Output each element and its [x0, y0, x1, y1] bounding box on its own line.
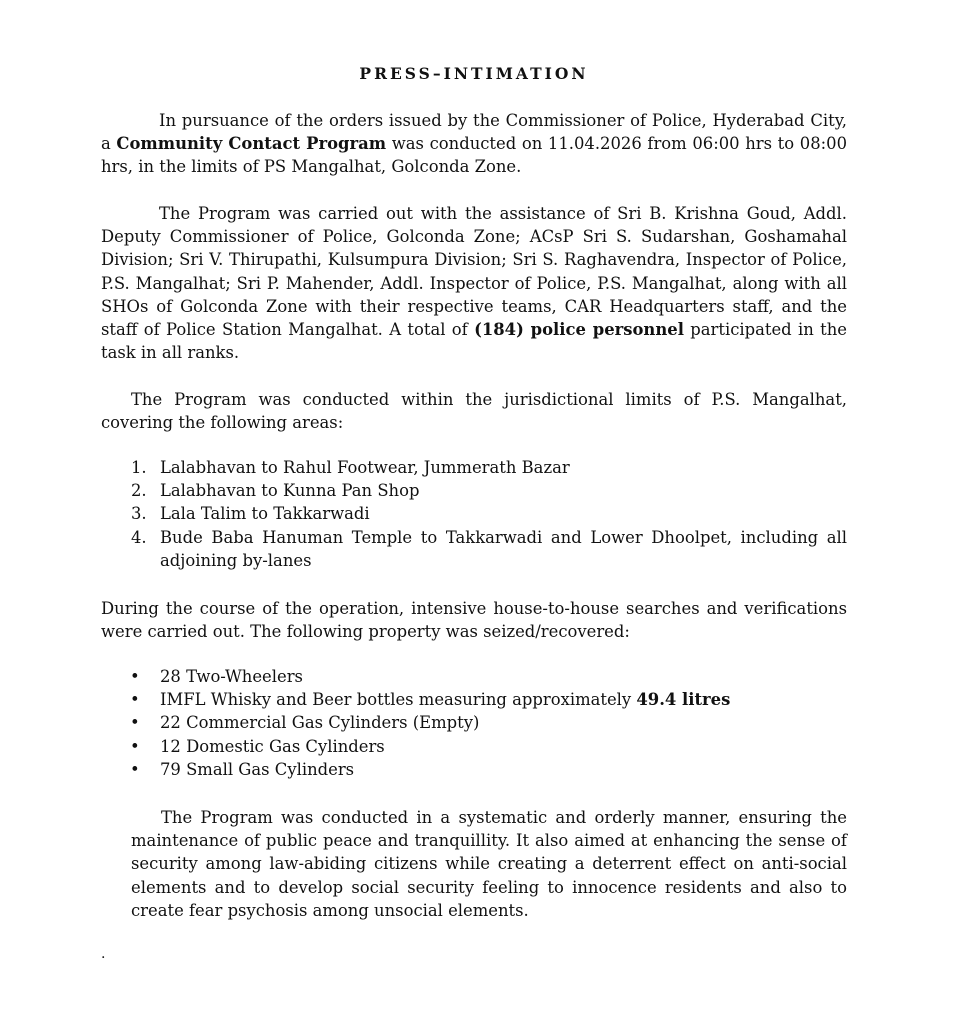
list-item: [101, 456, 847, 479]
list-item-text: 28 Two-Wheelers: [160, 667, 303, 686]
trailing-mark: .: [101, 946, 106, 962]
seized-list: [101, 665, 847, 781]
list-item: [101, 502, 847, 525]
bullet-marker: •: [130, 759, 140, 779]
assistance-text-a: The Program was carried out with the assistance of Sri B. Krishna Goud, Addl. Deputy Commissioner of Police, Golconda Zone; ACsP Sri S. Sudarshan, Goshamahal Division; Sri V. Thirupathi, Kulsumpura Division; Sri S. Raghavendra, Inspector of Police, P.S. Mangalhat; Sri P. Mahender, Addl. Inspector of Police, P.S. Mangalhat, along with all SHOs of Golconda Zone with their respective teams, CAR Headquarters staff, and the staff of Police Station Mangalhat. A total of: [101, 204, 847, 340]
assistance-text-b: participated in the task in all ranks.: [101, 320, 847, 363]
list-item: [101, 735, 847, 758]
intro-text-b: was conducted on 11.04.2026 from 06:00 hrs to 08:00 hrs, in the limits of PS Mangalhat, Golconda Zone.: [101, 134, 848, 177]
bullet-marker: •: [130, 690, 140, 710]
list-item: [101, 758, 847, 781]
list-number: 1.: [131, 458, 147, 477]
jurisdiction-text: The Program was conducted within the jurisdictional limits of P.S. Mangalhat, covering the following areas:: [101, 390, 847, 433]
list-item: [101, 526, 847, 572]
personnel-count: (184) police personnel: [474, 320, 684, 340]
list-number: 3.: [131, 504, 147, 524]
list-item-text: Lalabhavan to Rahul Footwear, Jummerath Bazar: [160, 458, 570, 477]
list-item-text: 22 Commercial Gas Cylinders (Empty): [160, 713, 480, 733]
list-item-text: IMFL Whisky and Beer bottles measuring approximately: [160, 690, 637, 710]
list-item: [101, 711, 847, 734]
list-item: [101, 479, 847, 502]
paragraph-jurisdiction: [101, 388, 847, 434]
list-item-text: Bude Baba Hanuman Temple to Takkarwadi and Lower Dhoolpet, including all adjoining by-lanes: [160, 527, 847, 570]
program-name: Community Contact Program: [116, 134, 387, 154]
areas-list: [101, 456, 847, 572]
liquor-quantity: 49.4 litres: [636, 690, 731, 710]
intro-text-a: In pursuance of the orders issued by the Commissioner of Police, Hyderabad City, a: [101, 111, 847, 154]
list-item-text: 12 Domestic Gas Cylinders: [160, 736, 385, 756]
conclusion-text: The Program was conducted in a systematic and orderly manner, ensuring the maintenance of public peace and tranquillity. It also aimed at enhancing the sense of security among law-abiding citizens while creating a deterrent effect on anti-social elements and to develop social security feeling to innocence residents and also to create fear psychosis among unsocial elements.: [131, 808, 847, 920]
paragraph-operation: During the course of the operation, intensive house-to-house searches and verifications were carried out. The following property was seized/recovered:: [101, 599, 847, 642]
list-item: [101, 688, 847, 711]
list-number: 4.: [131, 527, 147, 547]
bullet-marker: •: [130, 713, 140, 733]
list-item: [101, 665, 847, 688]
list-number: 2.: [131, 481, 147, 501]
bullet-marker: •: [130, 736, 140, 756]
list-item-text: 79 Small Gas Cylinders: [160, 759, 355, 779]
paragraph-intro: [101, 109, 847, 179]
bullet-marker: •: [130, 667, 140, 686]
list-item-text: Lala Talim to Takkarwadi: [160, 504, 370, 524]
document-title: PRESS–INTIMATION: [359, 64, 589, 83]
paragraph-conclusion: [131, 806, 847, 922]
paragraph-assistance: [101, 202, 847, 364]
list-item-text: Lalabhavan to Kunna Pan Shop: [160, 481, 420, 501]
